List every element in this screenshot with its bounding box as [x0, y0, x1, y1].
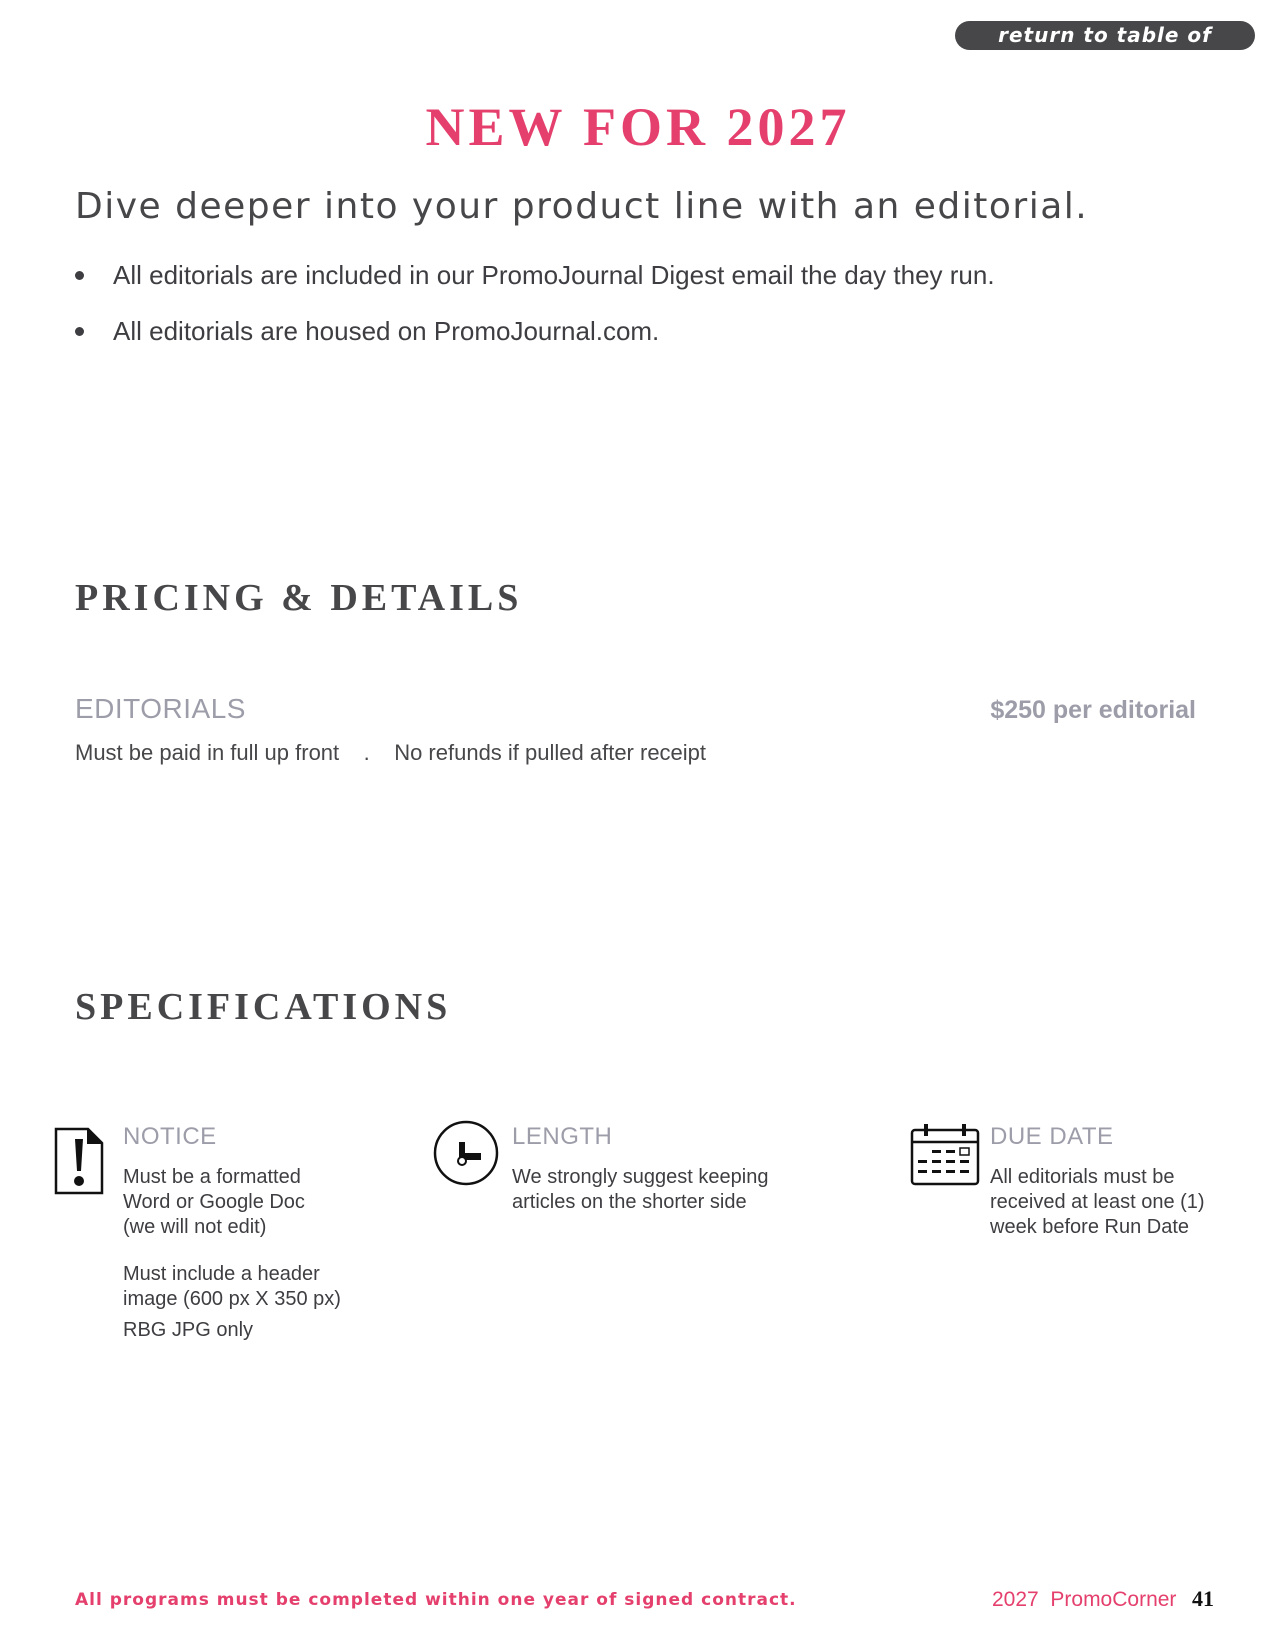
length-heading: LENGTH: [512, 1123, 613, 1150]
length-text: We strongly suggest keeping articles on the shorter side: [512, 1166, 769, 1213]
calendar-icon: [910, 1122, 980, 1186]
feature-list: [75, 258, 995, 370]
bullet-icon: [75, 271, 84, 280]
contract-note: All programs must be completed within one year of signed contract.: [75, 1590, 797, 1610]
term-no-refunds: No refunds if pulled after receipt: [394, 740, 707, 765]
bullet-icon: [75, 327, 84, 336]
document-alert-icon: [54, 1127, 104, 1195]
due-date-heading: DUE DATE: [990, 1123, 1114, 1150]
editorial-price: $250 per editorial: [990, 696, 1196, 724]
due-date-text: All editorials must be received at least one (1) week before Run Date: [990, 1166, 1205, 1238]
length-icon: [433, 1120, 499, 1186]
term-separator: .: [363, 740, 370, 765]
editorials-label: EDITORIALS: [75, 693, 246, 724]
page-headline: NEW FOR 2027: [425, 97, 851, 157]
notice-text: Must be a formatted Word or Google Doc (we will not edit) Must include a header image (600 px X 350 px) RBG JPG only: [123, 1166, 341, 1341]
intro-text: Dive deeper into your product line with an editorial.: [75, 186, 1089, 227]
specifications-section-title: SPECIFICATIONS: [75, 986, 452, 1028]
list-item: All editorials are housed on PromoJournal.com.: [75, 314, 995, 370]
page-number: 41: [1192, 1586, 1214, 1611]
notice-heading: NOTICE: [123, 1123, 217, 1150]
list-item: All editorials are included in our PromoJournal Digest email the day they run.: [75, 258, 995, 314]
term-paid-upfront: Must be paid in full up front: [75, 740, 340, 765]
payment-terms: [75, 740, 706, 766]
pricing-section-title: PRICING & DETAILS: [75, 577, 523, 619]
return-to-toc-link[interactable]: return to table of contents: [955, 21, 1255, 50]
footer-brand: 2027 PromoCorner: [992, 1588, 1177, 1611]
